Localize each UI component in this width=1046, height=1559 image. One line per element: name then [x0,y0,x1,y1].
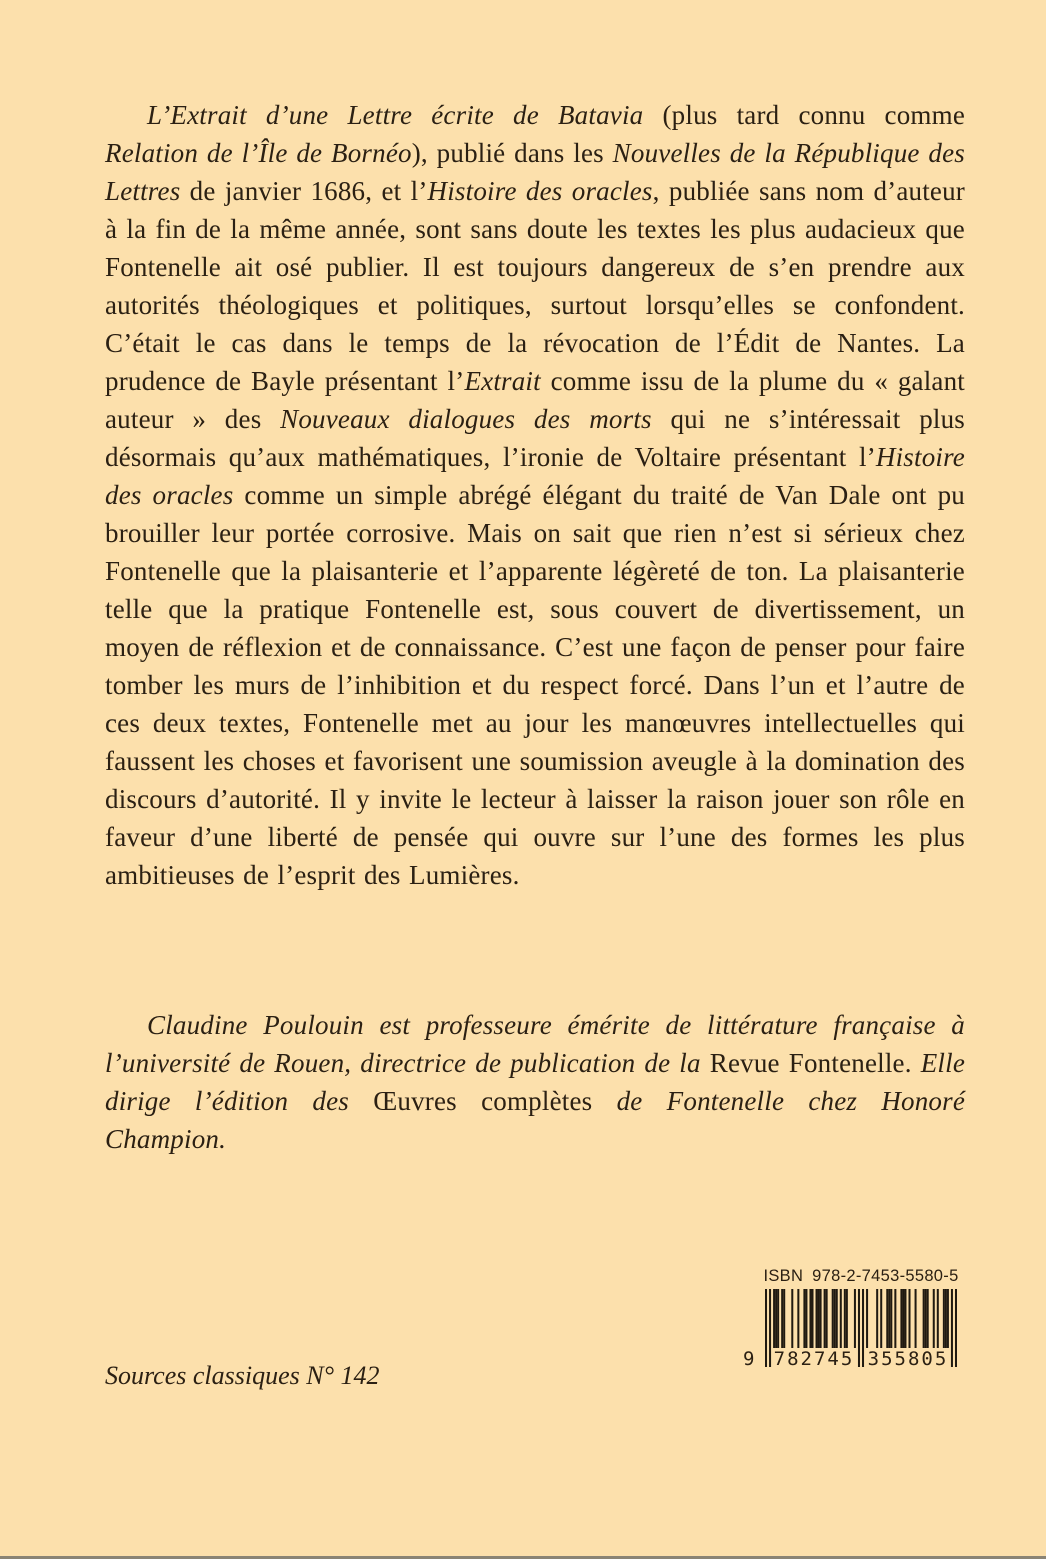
blurb-paragraph: L’Extrait d’une Lettre écrite de Batavia (plus tard connu comme Relation de l’Île de Bornéo), publié dans les Nouvelles de la République des Lettres de janvier 1686, et l’Histoire des oracles, publiée sans nom d’auteur à la fin de la même année, sont sans doute les textes les plus audacieux que Fontenelle ait osé publier. Il est toujours dangereux de s’en prendre aux autorités théologiques et politiques, surtout lorsqu’elles se confondent. C’était le cas dans le temps de la révocation de l’Édit de Nantes. La prudence de Bayle présentant l’Extrait comme issu de la plume du « galant auteur » des Nouveaux dialogues des morts qui ne s’intéressait plus désormais qu’aux mathématiques, l’ironie de Voltaire présentant l’Histoire des oracles comme un simple abrégé élégant du traité de Van Dale ont pu brouiller leur portée corrosive. Mais on sait que rien n’est si sérieux chez Fontenelle que la plaisanterie et l’apparente légèreté de ton. La plaisanterie telle que la pratique Fontenelle est, sous couvert de divertissement, un moyen de réflexion et de connaissance. C’est une façon de penser pour faire tomber les murs de l’inhibition et du respect forcé. Dans l’un et l’autre de ces deux textes, Fontenelle met au jour les manœuvres intellectuelles qui faussent les choses et favorisent une soumission aveugle à la domination des discours d’autorité. Il y invite le lecteur à laisser la raison jouer son rôle en faveur d’une liberté de pensée qui ouvre sur l’une des formes les plus ambitieuses de l’esprit des Lumières. [105,100,966,890]
ean13-left-group-digits: 782745 [773,1348,855,1370]
isbn-number: 978-2-7453-5580-5 [812,1267,959,1285]
ean13-right-group-digits: 355805 [867,1348,949,1370]
isbn-barcode-block [743,1266,959,1370]
collection-series-label: Sources classiques N° 142 [105,1361,380,1390]
ean13-first-digit: 9 [743,1348,755,1370]
ean13-barcode [743,1289,957,1370]
isbn-label: ISBN [763,1267,804,1285]
isbn-text-line [756,1266,966,1286]
author-bio-paragraph: Claudine Poulouin est professeure émérite de littérature française à l’université de Rouen, directrice de publication de la Revue Fontenelle. Elle dirige l’édition des Œuvres complètes de Fontenelle chez Honoré Champion. [105,1010,966,1154]
